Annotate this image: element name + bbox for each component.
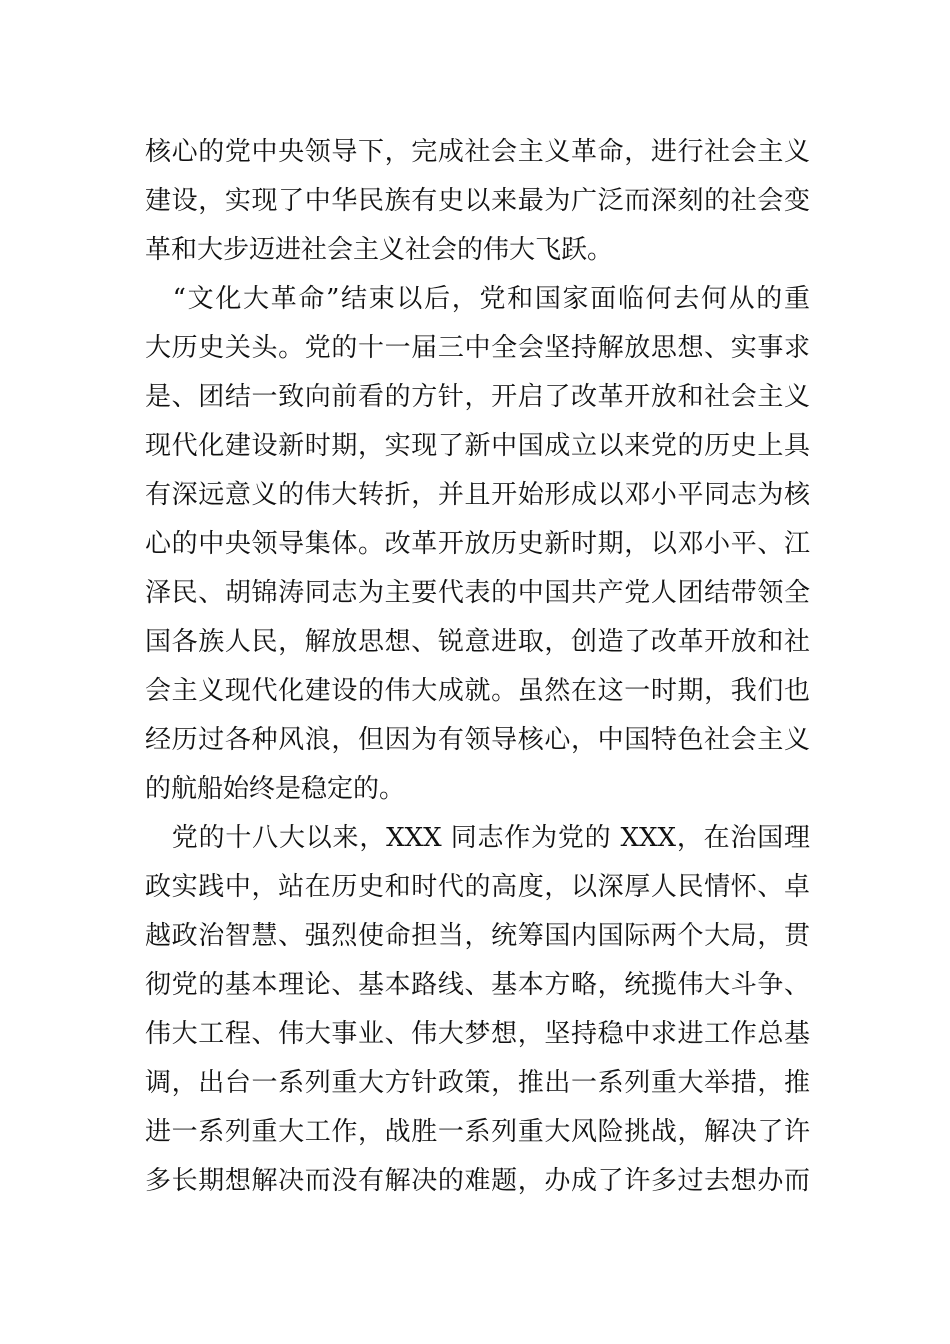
paragraph-1-line-2: 建设，实现了中华民族有史以来最为广泛而深刻的社会变 <box>145 186 810 216</box>
paragraph-2-line-1: “文化大革命”结束以后，党和国家面临何去何从的重 <box>145 284 810 314</box>
paragraph-2-line-7: 泽民、胡锦涛同志为主要代表的中国共产党人团结带领全 <box>145 578 810 608</box>
paragraph-2-line-11: 的航船始终是稳定的。 <box>145 774 406 804</box>
paragraph-1-line-1: 核心的党中央领导下，完成社会主义革命，进行社会主义 <box>145 137 810 167</box>
paragraph-2-line-2: 大历史关头。党的十一届三中全会坚持解放思想、实事求 <box>145 333 810 363</box>
paragraph-2-line-8: 国各族人民，解放思想、锐意进取，创造了改革开放和社 <box>145 627 810 657</box>
paragraph-1-line-3: 革和大步迈进社会主义社会的伟大飞跃。 <box>145 235 614 265</box>
paragraph-2-line-9: 会主义现代化建设的伟大成就。虽然在这一时期，我们也 <box>145 676 810 706</box>
paragraph-3-line-5: 伟大工程、伟大事业、伟大梦想，坚持稳中求进工作总基 <box>145 1019 810 1049</box>
paragraph-3-line-3: 越政治智慧、强烈使命担当，统筹国内国际两个大局，贯 <box>145 921 810 951</box>
paragraph-2-line-5: 有深远意义的伟大转折，并且开始形成以邓小平同志为核 <box>145 480 810 510</box>
paragraph-3-line-6: 调，出台一系列重大方针政策，推出一系列重大举措，推 <box>145 1068 810 1098</box>
paragraph-2-line-10: 经历过各种风浪，但因为有领导核心，中国特色社会主义 <box>145 725 810 755</box>
paragraph-2-line-4: 现代化建设新时期，实现了新中国成立以来党的历史上具 <box>145 431 810 461</box>
paragraph-3-line-8: 多长期想解决而没有解决的难题，办成了许多过去想办而 <box>145 1166 810 1196</box>
paragraph-3-line-1: 党的十八大以来，XXX 同志作为党的 XXX，在治国理 <box>145 823 810 853</box>
body-text <box>145 128 810 1206</box>
paragraph-3-line-2: 政实践中，站在历史和时代的高度，以深厚人民情怀、卓 <box>145 872 810 902</box>
paragraph-3-line-7: 进一系列重大工作，战胜一系列重大风险挑战，解决了许 <box>145 1117 810 1147</box>
paragraph-3-line-4: 彻党的基本理论、基本路线、基本方略，统揽伟大斗争、 <box>145 970 810 1000</box>
paragraph-2-line-3: 是、团结一致向前看的方针，开启了改革开放和社会主义 <box>145 382 810 412</box>
paragraph-2-line-6: 心的中央领导集体。改革开放历史新时期，以邓小平、江 <box>145 529 810 559</box>
